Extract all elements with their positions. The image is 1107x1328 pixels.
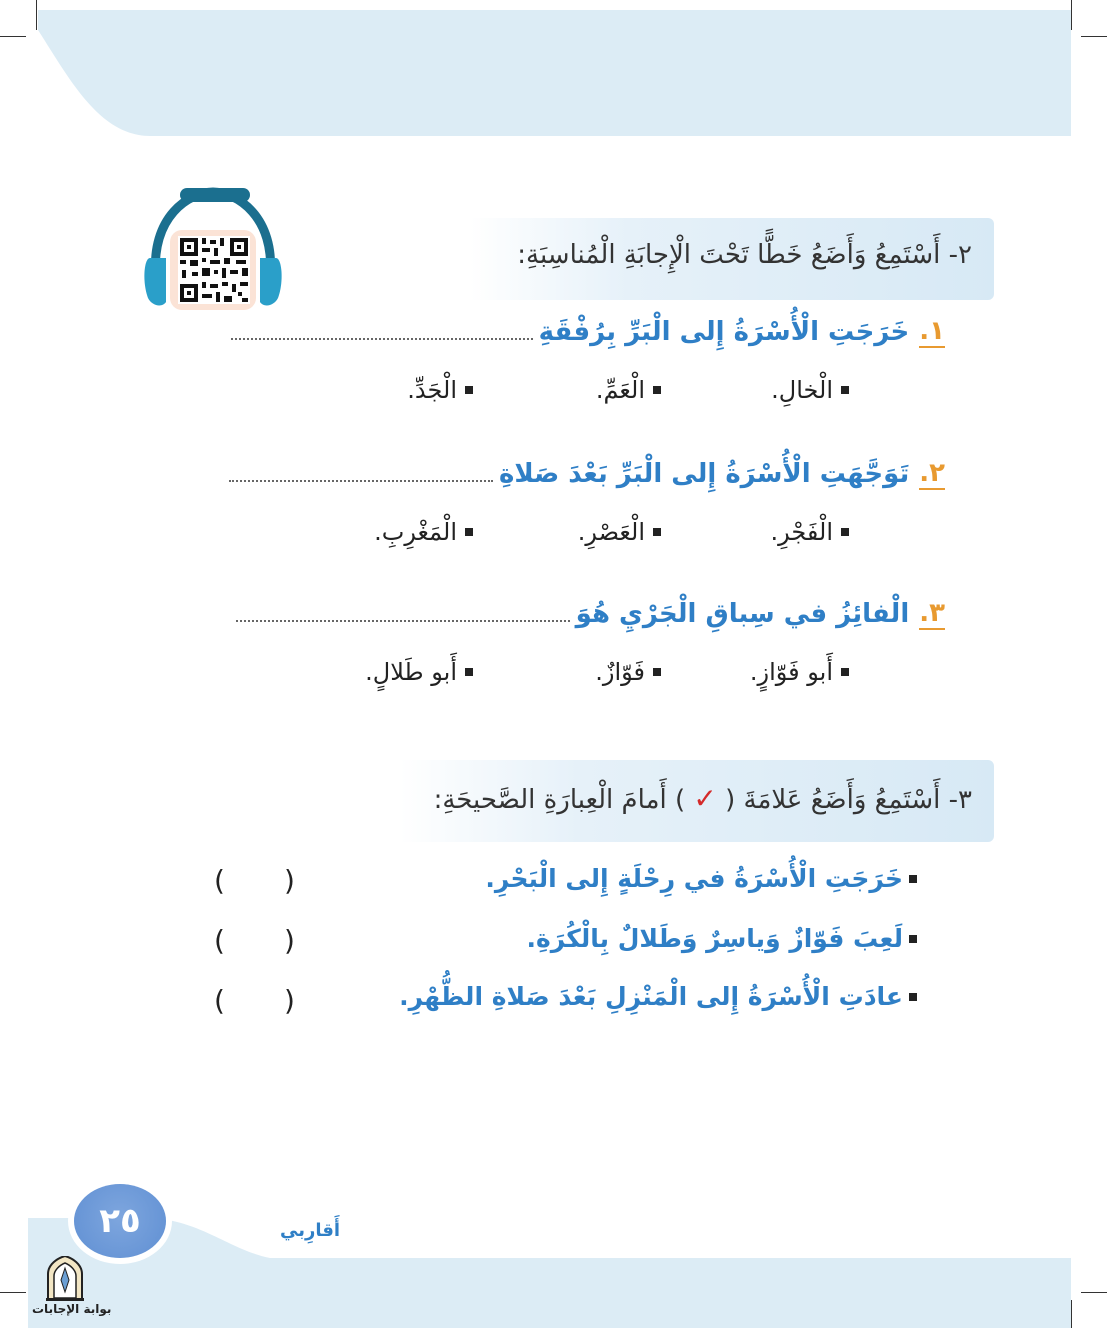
section-2-header — [470, 218, 994, 300]
option-label: الْفَجْرِ. — [770, 518, 833, 546]
page-number-badge: ٢٥ — [74, 1184, 166, 1258]
option-label: فَوّازٌ. — [595, 658, 645, 686]
bullet-square-icon — [841, 386, 849, 394]
option[interactable] — [374, 518, 473, 546]
statement-text: لَعِبَ فَوّازٌ وَياسِرٌ وَطَلالٌ بِالْكُرَةِ. — [526, 924, 903, 953]
option[interactable] — [407, 376, 473, 404]
bullet-square-icon — [909, 993, 917, 1001]
question-number: ٣. — [919, 598, 945, 628]
question-text: الْفائِزُ في سِباقِ الْجَرْيِ هُوَ — [575, 599, 910, 629]
option-label: الْخالِ. — [771, 376, 833, 404]
option[interactable] — [595, 658, 661, 686]
question-number: ٢. — [919, 458, 945, 488]
statement — [526, 924, 917, 953]
mosque-pen-icon — [44, 1256, 86, 1302]
answer-paren-open[interactable]: ( — [214, 984, 225, 1017]
option-label: أَبو فَوّازٍ. — [749, 658, 833, 686]
answer-paren-close[interactable]: ) — [284, 864, 295, 897]
answer-blank[interactable] — [236, 620, 570, 622]
option[interactable] — [596, 376, 661, 404]
answer-paren-open[interactable]: ( — [214, 864, 225, 897]
bullet-square-icon — [465, 668, 473, 676]
answer-paren-close[interactable]: ) — [284, 984, 295, 1017]
bullet-square-icon — [841, 668, 849, 676]
option[interactable] — [771, 376, 849, 404]
top-decorative-band — [0, 0, 1107, 140]
section-3-title-start: ٣- أَسْتَمِعُ وَأَضَعُ عَلامَةَ ( — [725, 785, 972, 815]
bottom-decorative-band — [0, 1190, 1107, 1328]
bullet-square-icon — [653, 386, 661, 394]
option-label: أَبو طَلالٍ. — [365, 658, 457, 686]
headphones-qr-icon[interactable] — [140, 186, 286, 316]
question-1 — [231, 316, 945, 348]
question-text: تَوَجَّهَتِ الْأُسْرَةُ إِلى الْبَرِّ بَعْدَ صَلاةِ — [499, 459, 910, 489]
answer-blank[interactable] — [229, 480, 493, 482]
option[interactable] — [750, 658, 849, 686]
answer-blank[interactable] — [231, 338, 533, 340]
statement — [485, 864, 917, 893]
question-3 — [236, 598, 945, 630]
section-3-title — [434, 782, 972, 815]
bullet-square-icon — [465, 386, 473, 394]
option[interactable] — [365, 658, 473, 686]
bullet-square-icon — [465, 528, 473, 536]
question-number: ١. — [919, 316, 945, 346]
bullet-square-icon — [653, 528, 661, 536]
statement — [399, 982, 917, 1011]
question-text: خَرَجَتِ الْأُسْرَةُ إِلى الْبَرِّ بِرُفْقَةِ — [538, 317, 910, 347]
option-label: الْعَصْرِ. — [577, 518, 645, 546]
bullet-square-icon — [909, 935, 917, 943]
statement-text: خَرَجَتِ الْأُسْرَةُ في رِحْلَةٍ إِلى الْبَحْرِ. — [485, 864, 903, 893]
bullet-square-icon — [653, 668, 661, 676]
option-label: الْجَدِّ. — [407, 376, 457, 404]
section-2-title: ٢- أَسْتَمِعُ وَأَضَعُ خَطًّا تَحْتَ الْإِجابَةِ الْمُناسِبَةِ: — [517, 240, 972, 270]
book-brand: أَقارِبي — [280, 1220, 341, 1241]
checkmark-icon: ✓ — [693, 782, 717, 815]
watermark-text: بوابة الإجابات — [32, 1302, 112, 1316]
option[interactable] — [578, 518, 661, 546]
statement-text: عادَتِ الْأُسْرَةُ إِلى الْمَنْزِلِ بَعْدَ صَلاةِ الظُّهْرِ. — [399, 982, 903, 1011]
option-label: الْعَمِّ. — [595, 376, 645, 404]
question-2 — [229, 458, 945, 490]
answer-paren-close[interactable]: ) — [284, 924, 295, 957]
bullet-square-icon — [909, 875, 917, 883]
option[interactable] — [771, 518, 849, 546]
section-3-title-end: ) أَمامَ الْعِبارَةِ الصَّحيحَةِ: — [433, 785, 686, 815]
answer-paren-open[interactable]: ( — [214, 924, 225, 957]
section-3-header — [400, 760, 994, 842]
bullet-square-icon — [841, 528, 849, 536]
option-label: الْمَغْرِبِ. — [374, 518, 457, 546]
